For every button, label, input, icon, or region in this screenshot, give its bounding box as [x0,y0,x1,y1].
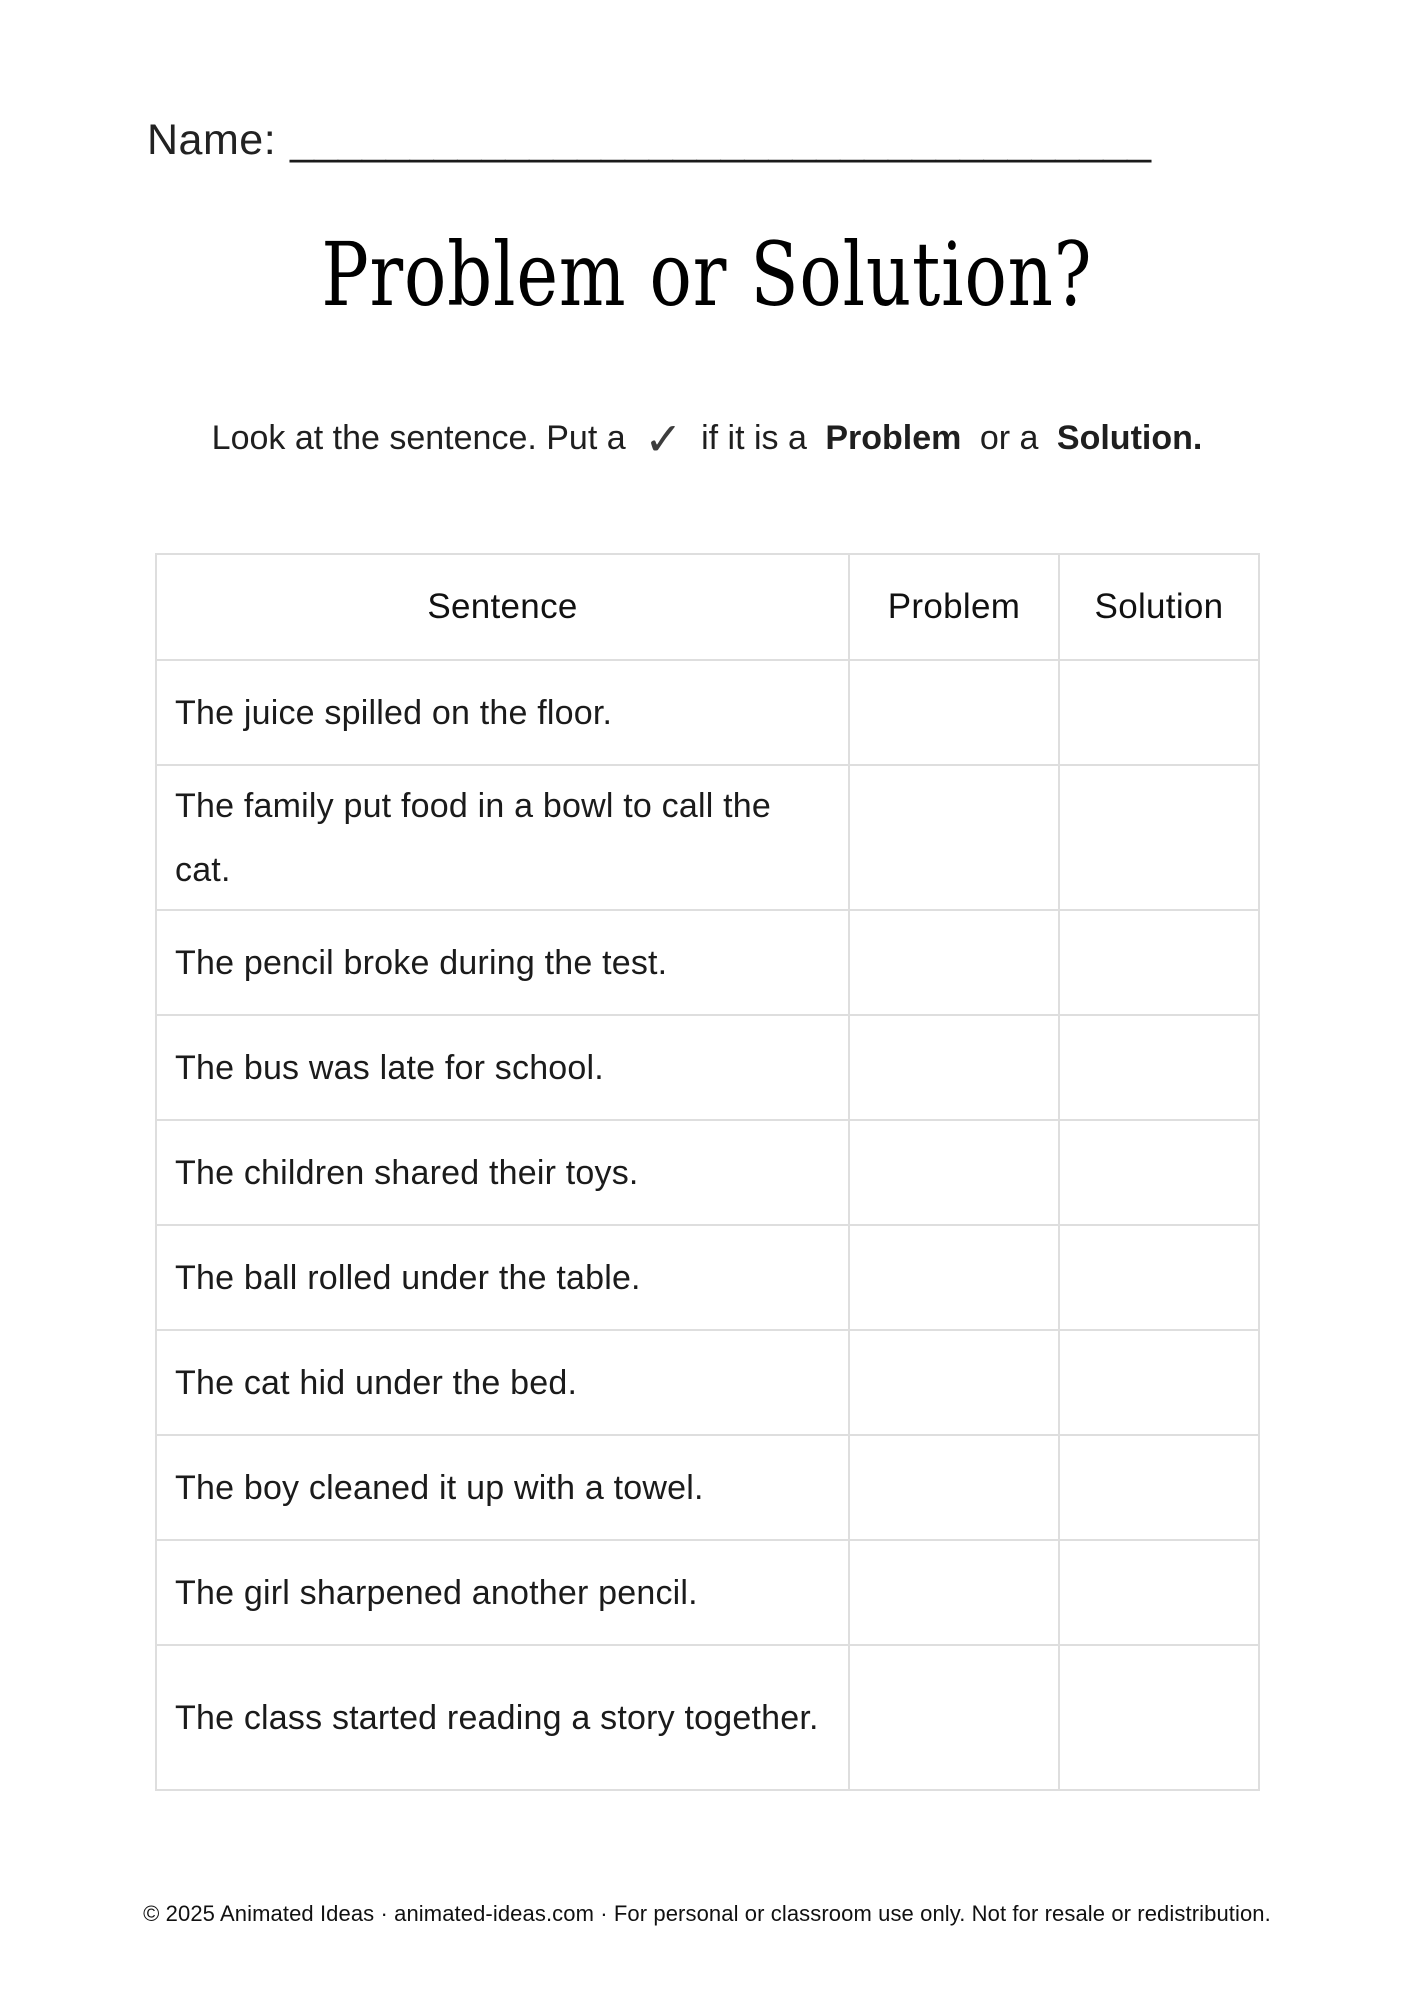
problem-check-cell[interactable] [849,1120,1059,1225]
page-title: Problem or Solution? [321,223,1093,326]
table-row [156,1645,1259,1790]
sentence-cell: The girl sharpened another pencil. [156,1540,849,1645]
sentence-cell: The cat hid under the bed. [156,1330,849,1435]
sentence-cell: The boy cleaned it up with a towel. [156,1435,849,1540]
solution-check-cell[interactable] [1059,1120,1259,1225]
copyright-footer: © 2025 Animated Ideas · animated-ideas.com · For personal or classroom use only. Not for resale or redistribution. [143,1901,1271,1926]
table-row [156,1435,1259,1540]
problem-check-cell[interactable] [849,765,1059,910]
solution-check-cell[interactable] [1059,1015,1259,1120]
column-header-solution: Solution [1059,554,1259,660]
table-row [156,1015,1259,1120]
problem-check-cell[interactable] [849,1225,1059,1330]
solution-check-cell[interactable] [1059,765,1259,910]
problem-check-cell[interactable] [849,910,1059,1015]
sentence-cell: The family put food in a bowl to call the cat. [156,765,849,910]
problem-check-cell[interactable] [849,1435,1059,1540]
solution-check-cell[interactable] [1059,1330,1259,1435]
solution-check-cell[interactable] [1059,1540,1259,1645]
column-header-problem: Problem [849,554,1059,660]
sentence-cell: The class started reading a story together. [156,1645,849,1790]
instruction-part-3: or a [979,419,1039,457]
problem-check-cell[interactable] [849,1015,1059,1120]
table-row [156,910,1259,1015]
sentence-cell: The ball rolled under the table. [156,1225,849,1330]
solution-check-cell[interactable] [1059,1225,1259,1330]
column-header-sentence: Sentence [156,554,849,660]
sentence-cell: The children shared their toys. [156,1120,849,1225]
instruction-text [0,412,1414,465]
table-row [156,1120,1259,1225]
table-row [156,1330,1259,1435]
problem-check-cell[interactable] [849,1645,1059,1790]
page-title-wrap [0,222,1414,328]
table-row [156,660,1259,765]
instruction-part-1: Look at the sentence. Put a [211,419,626,457]
instruction-part-2: if it is a [701,419,807,457]
instruction-problem-word: Problem [825,419,962,457]
name-fill-in-line[interactable]: ____________________________________ [290,116,1152,164]
solution-check-cell[interactable] [1059,660,1259,765]
sentence-cell: The juice spilled on the floor. [156,660,849,765]
checkmark-icon: ✓ [644,412,683,466]
solution-check-cell[interactable] [1059,910,1259,1015]
instruction-solution-word: Solution. [1056,419,1203,457]
name-label: Name: [147,116,277,164]
worksheet-table [155,553,1260,1791]
sentence-cell: The bus was late for school. [156,1015,849,1120]
problem-check-cell[interactable] [849,1330,1059,1435]
table-row [156,765,1259,910]
name-row [147,116,1151,165]
solution-check-cell[interactable] [1059,1645,1259,1790]
table-row [156,1225,1259,1330]
table-header-row [156,554,1259,660]
sentence-cell: The pencil broke during the test. [156,910,849,1015]
problem-check-cell[interactable] [849,660,1059,765]
solution-check-cell[interactable] [1059,1435,1259,1540]
problem-check-cell[interactable] [849,1540,1059,1645]
table-row [156,1540,1259,1645]
